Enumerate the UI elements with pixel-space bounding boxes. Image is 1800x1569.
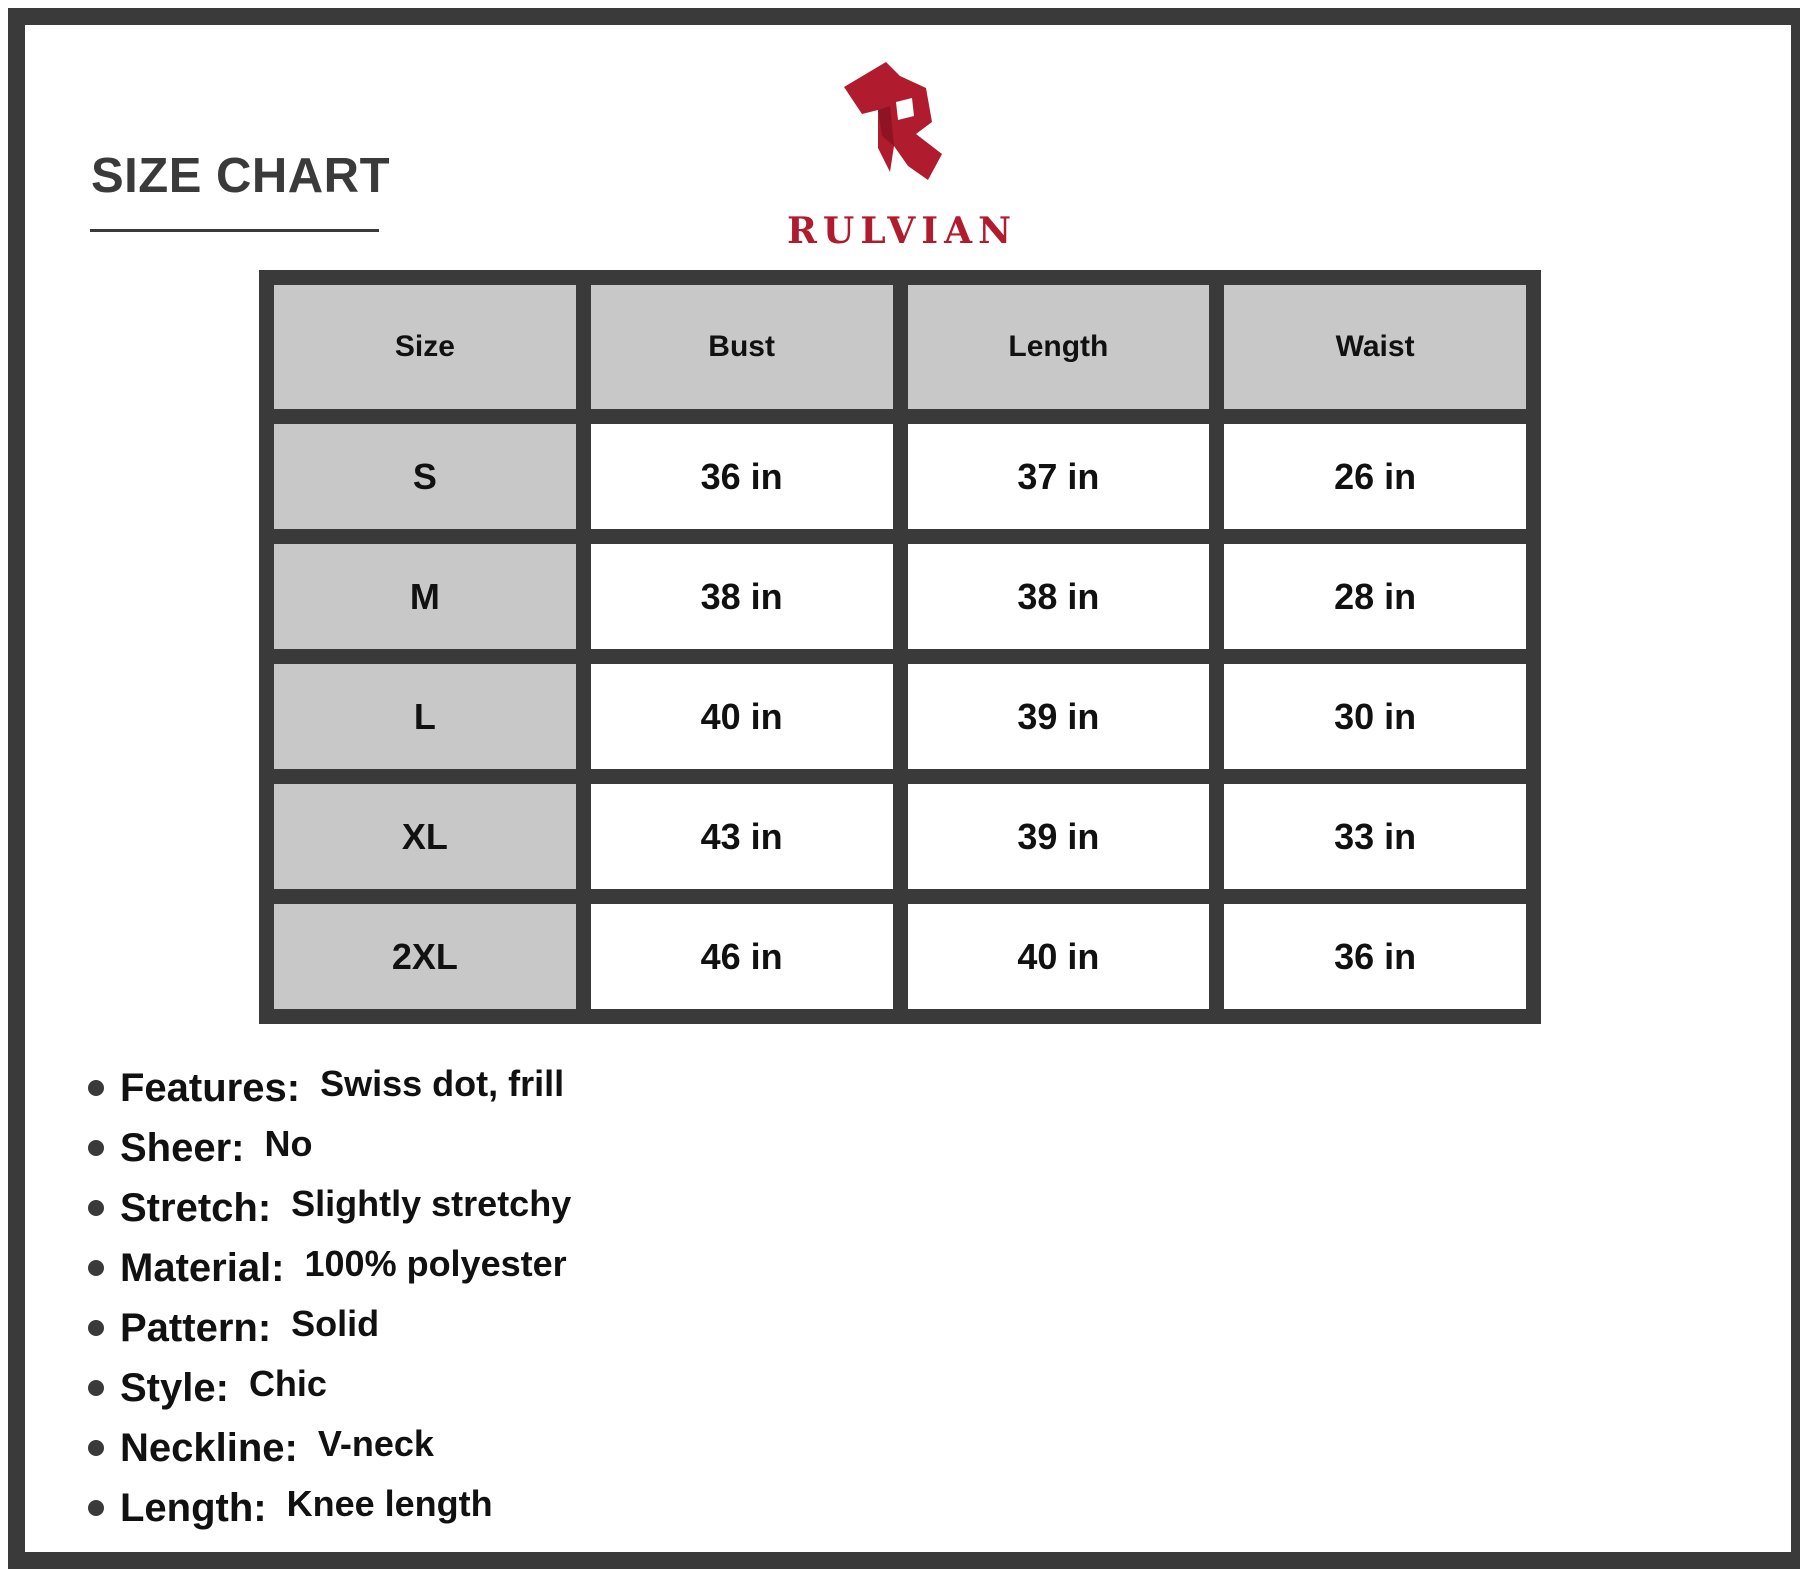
size-cell: L [274,664,576,769]
table-row [274,784,1526,889]
feature-value: No [264,1123,313,1164]
header-bust: Bust [591,285,893,409]
size-cell: S [274,424,576,529]
table-header-row [274,285,1526,409]
feature-label: Sheer: [120,1125,245,1170]
feature-label: Length: [120,1485,267,1530]
feature-value: Knee length [286,1483,493,1524]
size-cell: M [274,544,576,649]
feature-label: Pattern: [120,1305,272,1350]
length-cell: 39 in [908,664,1210,769]
bullet-icon [88,1320,104,1336]
page-title: SIZE CHART [91,149,390,203]
list-item [88,1298,571,1358]
bust-cell: 38 in [591,544,893,649]
feature-list [88,1058,571,1538]
bullet-icon [88,1500,104,1516]
bullet-icon [88,1260,104,1276]
list-item [88,1418,571,1478]
table-row [274,424,1526,529]
feature-value: 100% polyester [304,1243,567,1284]
bust-cell: 46 in [591,904,893,1009]
waist-cell: 33 in [1224,784,1526,889]
feature-value: V-neck [317,1423,434,1464]
feature-label: Stretch: [120,1185,272,1230]
bust-cell: 40 in [591,664,893,769]
length-cell: 40 in [908,904,1210,1009]
header-waist: Waist [1224,285,1526,409]
table-row [274,664,1526,769]
feature-label: Style: [120,1365,229,1410]
table-row [274,904,1526,1009]
waist-cell: 28 in [1224,544,1526,649]
feature-value: Swiss dot, frill [320,1063,565,1104]
feature-value: Slightly stretchy [291,1183,572,1224]
length-cell: 37 in [908,424,1210,529]
feature-value: Solid [291,1303,380,1344]
length-cell: 39 in [908,784,1210,889]
brand-name: RULVIAN [787,210,1017,252]
bullet-icon [88,1080,104,1096]
list-item [88,1178,571,1238]
bullet-icon [88,1380,104,1396]
feature-label: Features: [120,1065,301,1110]
waist-cell: 36 in [1224,904,1526,1009]
feature-label: Neckline: [120,1425,298,1470]
brand-logo [772,62,1032,252]
list-item [88,1238,571,1298]
list-item [88,1478,571,1538]
bullet-icon [88,1140,104,1156]
size-cell: 2XL [274,904,576,1009]
bust-cell: 43 in [591,784,893,889]
waist-cell: 30 in [1224,664,1526,769]
header-size: Size [274,285,576,409]
bullet-icon [88,1440,104,1456]
red-r-emblem-icon [838,62,968,182]
header-length: Length [908,285,1210,409]
feature-value: Chic [248,1363,327,1404]
length-cell: 38 in [908,544,1210,649]
list-item [88,1118,571,1178]
bust-cell: 36 in [591,424,893,529]
title-underline [90,229,379,232]
feature-label: Material: [120,1245,285,1290]
list-item [88,1358,571,1418]
table-row [274,544,1526,649]
waist-cell: 26 in [1224,424,1526,529]
size-cell: XL [274,784,576,889]
bullet-icon [88,1200,104,1216]
list-item [88,1058,571,1118]
size-table [259,270,1541,1024]
